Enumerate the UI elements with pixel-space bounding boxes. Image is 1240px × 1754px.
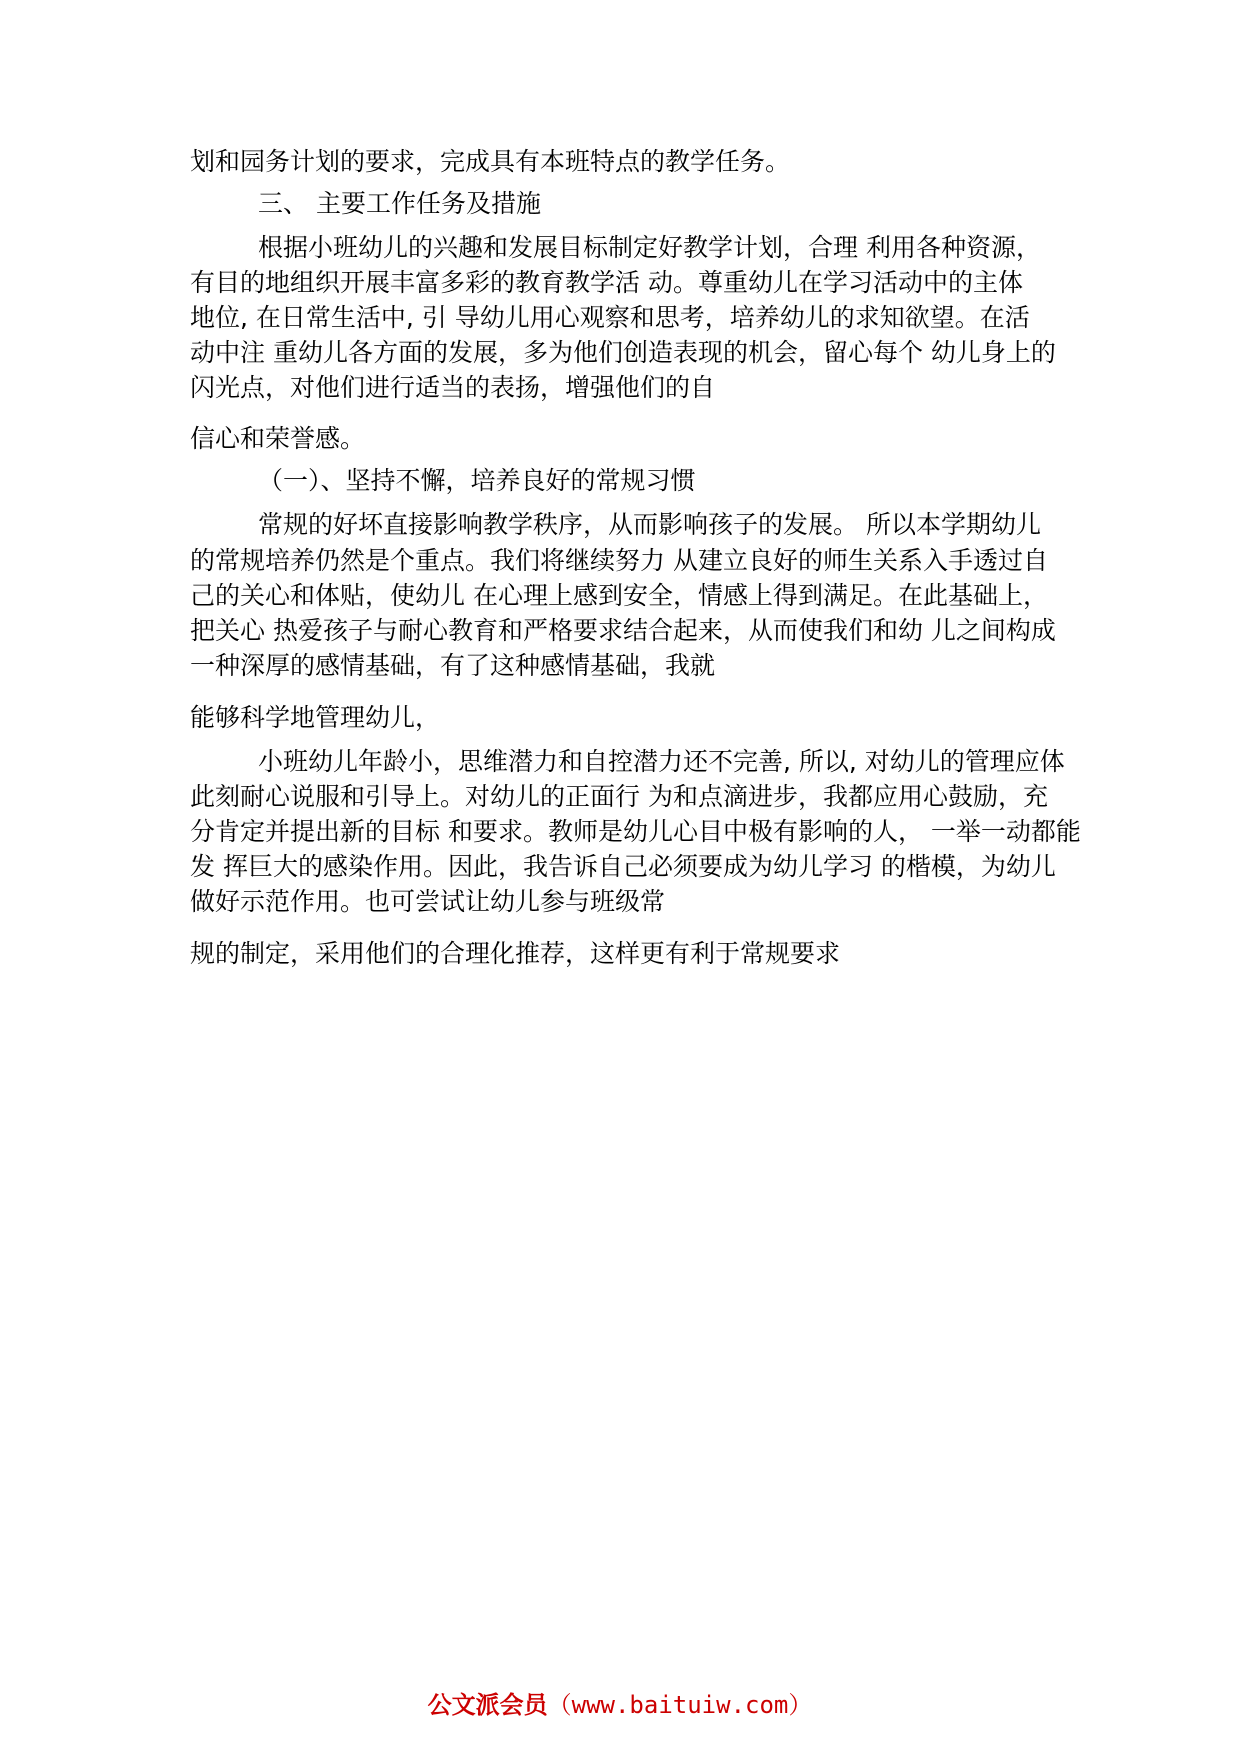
body-line: 发 挥巨大的感染作用。因此，我告诉自己必须要成为幼儿学习 的楷模，为幼儿: [190, 852, 1056, 881]
body-line: 一种深厚的感情基础，有了这种感情基础，我就: [190, 651, 716, 680]
body-line: 能够科学地管理幼儿，: [190, 703, 441, 732]
body-line: 根据小班幼儿的兴趣和发展目标制定好教学计划，合理 利用各种资源，: [258, 233, 1041, 262]
section-heading: 三、 主要工作任务及措施: [258, 189, 541, 218]
body-line: 此刻耐心说服和引导上。对幼儿的正面行 为和点滴进步，我都应用心鼓励，充: [190, 782, 1048, 811]
body-line: 的常规培养仍然是个重点。我们将继续努力 从建立良好的师生关系入手透过自: [190, 546, 1048, 575]
body-line: 有目的地组织开展丰富多彩的教育教学活 动。尊重幼儿在学习活动中的主体: [190, 268, 1023, 297]
body-line: 分肯定并提出新的目标 和要求。教师是幼儿心目中极有影响的人， 一举一动都能: [190, 817, 1081, 846]
subsection-heading: （一）、坚持不懈，培养良好的常规习惯: [258, 466, 696, 495]
footer-watermark: [0, 1690, 1240, 1720]
body-line: 己的关心和体贴，使幼儿 在心理上感到安全，情感上得到满足。在此基础上，: [190, 581, 1048, 610]
body-line: 闪光点，对他们进行适当的表扬，增强他们的自: [190, 373, 716, 402]
body-line: 常规的好坏直接影响教学秩序，从而影响孩子的发展。 所以本学期幼儿: [258, 510, 1041, 539]
footer-brand: 公文派会员: [427, 1691, 548, 1719]
body-line: 动中注 重幼儿各方面的发展，多为他们创造表现的机会，留心每个 幼儿身上的: [190, 338, 1056, 367]
body-line: 规的制定，采用他们的合理化推荐，这样更有利于常规要求: [190, 939, 841, 968]
body-line: 地位, 在日常生活中, 引 导幼儿用心观察和思考，培养幼儿的求知欲望。在活: [190, 303, 1030, 332]
body-line: 把关心 热爱孩子与耐心教育和严格要求结合起来，从而使我们和幼 儿之间构成: [190, 616, 1056, 645]
body-line: 做好示范作用。也可尝试让幼儿参与班级常: [190, 887, 666, 916]
body-line: 小班幼儿年龄小，思维潜力和自控潜力还不完善, 所以, 对幼儿的管理应体: [258, 747, 1065, 776]
body-line: 信心和荣誉感。: [190, 424, 366, 453]
body-line: 划和园务计划的要求，完成具有本班特点的教学任务。: [190, 147, 791, 176]
footer-url: （www.baituiw.com）: [547, 1691, 813, 1719]
